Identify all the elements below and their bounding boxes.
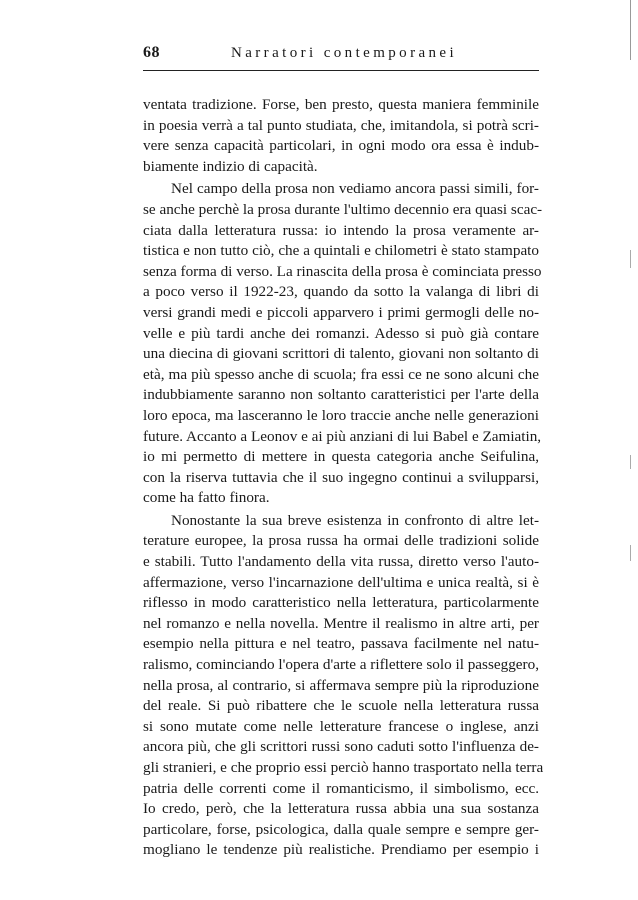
- text-line: nella prosa, al contrario, si affermava sempre più la riproduzione: [143, 676, 539, 694]
- text-line: Nonostante la sua breve esistenza in confronto di altre let-: [171, 511, 539, 529]
- text-line: a poco verso il 1922-23, quando da sotto la valanga di libri di: [143, 283, 539, 301]
- text-line: affermazione, verso l'incarnazione dell'ultima e unica realtà, si è: [143, 573, 539, 591]
- scan-mark: [630, 0, 631, 60]
- text-line: gli stranieri, e che proprio essi perciò hanno trasportato nella terra: [143, 759, 544, 776]
- text-line: velle e più tardi anche dei romanzi. Adesso si può già contare: [143, 324, 539, 342]
- text-line: mogliano le tendenze più realistiche. Prendiamo per esempio i: [143, 841, 539, 859]
- paragraph-3: [143, 511, 544, 861]
- text-line: patria delle correnti come il romanticismo, il simbolismo, ecc.: [143, 779, 539, 797]
- scan-mark: [630, 455, 631, 469]
- text-line: Nel campo della prosa non vediamo ancora passi simili, for-: [171, 180, 539, 198]
- text-line: loro epoca, ma lasceranno le loro traccie anche nelle generazioni: [143, 406, 539, 424]
- text-line: con la riserva tuttavia che il suo ingegno continui a svilupparsi,: [143, 468, 539, 486]
- text-line: del reale. Si può ribattere che le scuole nella letteratura russa: [143, 697, 539, 715]
- text-line: vere senza capacità particolari, in ogni modo ora essa è indub-: [143, 137, 539, 155]
- text-line: terature europee, la prosa russa ha ormai delle tradizioni solide: [143, 532, 539, 550]
- text-line: se anche perchè la prosa durante l'ultimo decennio era quasi scac-: [143, 200, 543, 218]
- text-line: senza forma di verso. La rinascita della prosa è cominciata presso: [143, 262, 542, 280]
- paragraph-2: [143, 179, 543, 509]
- page-number: 68: [143, 44, 160, 61]
- text-line: Io credo, però, che la letteratura russa abbia una sua sostanza: [143, 800, 539, 818]
- text-line: future. Accanto a Leonov e ai più anziani di lui Babel e Zamiatin,: [143, 427, 542, 445]
- text-line: età, ma più spesso anche di scuola; fra essi ce ne sono alcuni che: [143, 365, 539, 383]
- text-line: io mi permetto di mettere in questa categoria anche Seifulina,: [143, 448, 539, 466]
- text-line: particolare, forse, psicologica, dalla quale sempre e sempre ger-: [143, 820, 539, 838]
- text-line: ventata tradizione. Forse, ben presto, questa maniera femminile: [143, 96, 539, 113]
- text-line: e stabili. Tutto l'andamento della vita russa, diretto verso l'auto-: [143, 553, 539, 571]
- text-line: come ha fatto finora.: [143, 489, 270, 507]
- text-line: biamente indizio di capacità.: [143, 157, 318, 175]
- text-line: ancora più, che gli scrittori russi sono caduti sotto l'influenza de-: [143, 738, 539, 756]
- text-line: una diecina di giovani scrittori di talento, giovani non soltanto di: [143, 345, 539, 363]
- scan-mark: [630, 250, 631, 268]
- text-line: versi grandi medi e piccoli apparvero i primi germogli delle no-: [143, 303, 539, 321]
- header-rule: [143, 70, 539, 71]
- text-line: ciata dalla letteratura russa: io intendo la prosa veramente ar-: [143, 221, 539, 239]
- text-line: riflesso in modo caratteristico nella letteratura, particolarmente: [143, 594, 539, 612]
- paragraph-1: [143, 95, 539, 177]
- body-text: [143, 95, 544, 861]
- scan-mark: [630, 545, 631, 561]
- text-line: indubbiamente saranno non soltanto caratteristici per l'arte della: [143, 386, 539, 404]
- text-line: tistica e non tutto ciò, che a quintali e chilometri è stato stampato: [143, 242, 539, 260]
- text-line: si sono mutate come nelle letterature francese o inglese, anzi: [143, 717, 539, 735]
- text-line: ralismo, cominciando l'opera d'arte a riflettere solo il passeggero,: [143, 656, 539, 674]
- text-line: nel romanzo e nella novella. Mentre il realismo in altre arti, per: [143, 614, 539, 632]
- text-line: esempio nella pittura e nel teatro, passava facilmente nel natu-: [143, 635, 539, 653]
- running-head: Narratori contemporanei: [231, 45, 458, 61]
- text-line: in poesia verrà a tal punto studiata, che, imitandola, si potrà scri-: [143, 116, 539, 134]
